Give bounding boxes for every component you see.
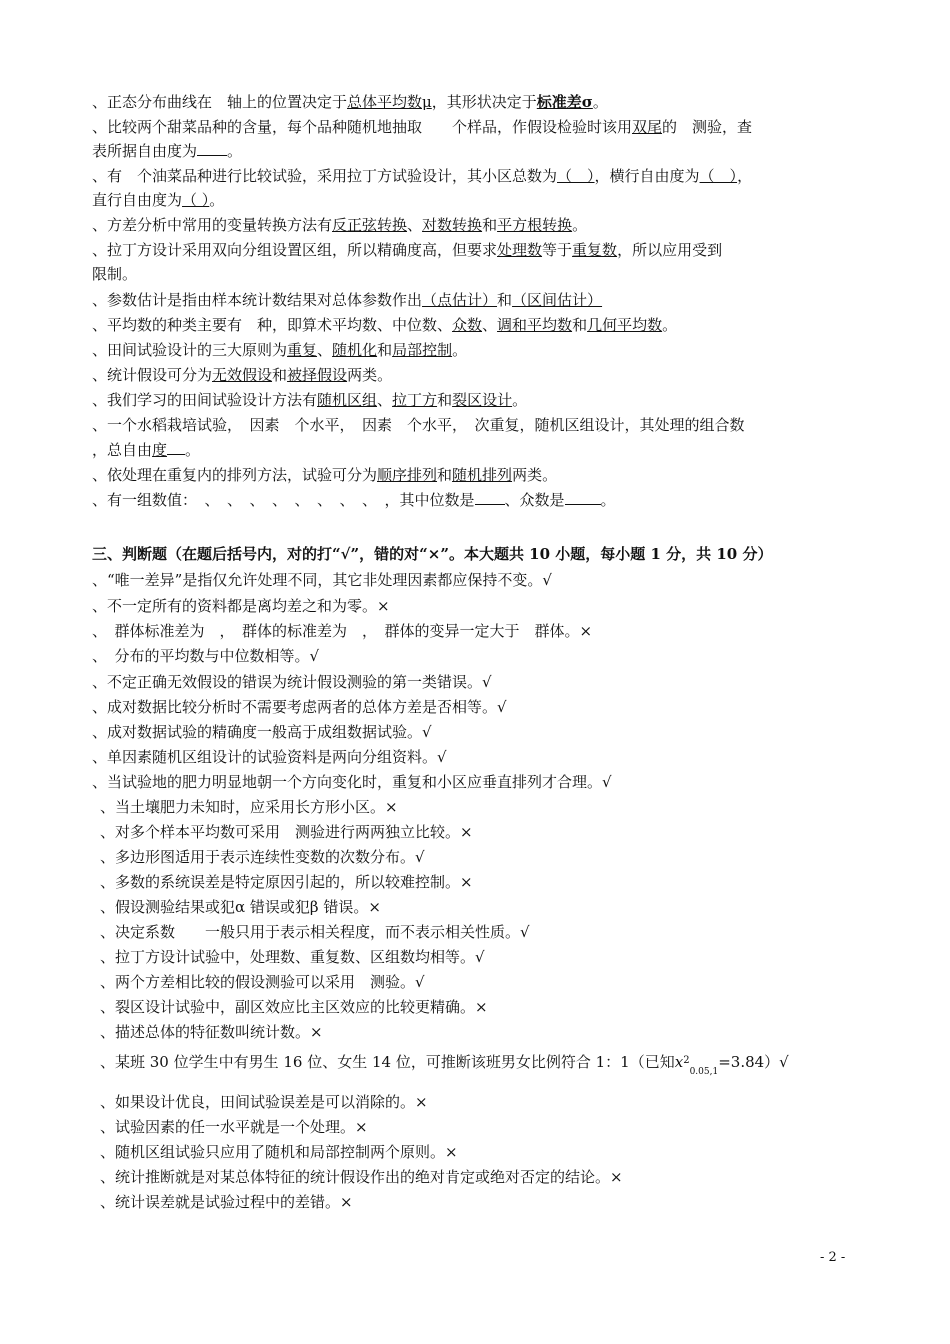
text: 。 [209,191,225,209]
text: 两类。 [347,366,393,384]
text: 。 [185,441,201,459]
text: 、拉丁方设计采用双向分组设置区组，所以精确度高，但要求 [92,241,498,259]
text: 和 [272,366,288,384]
text: 、一个水稻栽培试验， 因素 个水平， 因素 个水平， 次重复，随机区组设计，其处理的组合数 [92,416,745,434]
fill-item-4 [92,215,587,235]
judgment-item: 、对多个样本平均数可采用 测验进行两两独立比较。× [100,823,473,841]
judgment-item: 、“唯一差异”是指仅允许处理不同，其它非处理因素都应保持不变。√ [92,571,552,589]
text: 。 [452,341,468,359]
answer: 重复数 [572,241,618,259]
fill-item-3 [92,166,752,186]
text: 表所据自由度为 [92,142,198,160]
judgment-item: 、随机区组试验只应用了随机和局部控制两个原则。× [100,1143,458,1161]
answer: 被择假设 [287,366,348,384]
text: ，所以应用受到 [617,241,723,259]
superscript: 2 [683,1055,690,1066]
answer: 几何平均数 [587,316,663,334]
judgment-item: 、成对数据试验的精确度一般高于成组数据试验。√ [92,723,432,741]
answer: 调和平均数 [497,316,573,334]
blank [167,440,185,455]
text: 、平均数的种类主要有 种，即算术平均数、中位数、 [92,316,453,334]
judgment-item: 、决定系数 一般只用于表示相关程度，而不表示相关性质。√ [100,923,530,941]
answer: 顺序排列 [377,466,438,484]
answer: 随机化 [332,341,378,359]
fill-item-2-cont [92,141,242,161]
fill-item-9 [92,365,392,385]
text: ，横行自由度为 [594,167,700,185]
answer: 度 [152,441,168,459]
judgment-item: 、 群体标准差为 ， 群体的标准差为 ， 群体的变异一定大于 群体。× [92,622,593,640]
text: 、有 个油菜品种进行比较试验，采用拉丁方试验设计，其小区总数为 [92,167,558,185]
text: ，总自由 [92,441,153,459]
answer: 众数 [452,316,483,334]
text: 、有一组数值： 、 、 、 、 、 、 、 、 ，其中位数是 [92,491,475,509]
text: 、众数是 [504,491,565,509]
text: 的 测验，查 [662,118,753,136]
page-number: - 2 - [820,1250,846,1265]
judgment-item-chi [100,1052,789,1075]
judgment-item: 、当土壤肥力未知时，应采用长方形小区。× [100,798,398,816]
answer: （ ） [699,167,738,185]
text: 、参数估计是指由样本统计数结果对总体参数作出 [92,291,423,309]
fill-item-10 [92,390,527,410]
answer: （ ） [182,191,210,209]
judgment-item: 、成对数据比较分析时不需要考虑两者的总体方差是否相等。√ [92,698,507,716]
text: 、某班 30 位学生中有男生 16 位、女生 14 位，可推断该班男女比例符合 1：1（已知 [100,1053,675,1071]
text: 、正态分布曲线在 轴上的位置决定于 [92,93,348,111]
answer: 局部控制 [392,341,453,359]
blank [565,490,601,505]
text: 。 [600,491,616,509]
text: 和 [377,341,393,359]
blank [475,490,505,505]
text: 、统计假设可分为 [92,366,213,384]
judgment-item: 、不定正确无效假设的错误为统计假设测验的第一类错误。√ [92,673,492,691]
fill-item-11-cont [92,440,200,460]
text: 和 [497,291,513,309]
fill-item-6 [92,290,602,310]
subscript: 0.05,1 [689,1067,719,1077]
answer: 平方根转换 [497,216,573,234]
judgment-item: 、不一定所有的资料都是离均差之和为零。× [92,597,390,615]
text: 、比较两个甜菜品种的含量，每个品种随机地抽取 个样品，作假设检验时该用 [92,118,633,136]
answer: （点估计） [422,291,498,309]
text: ，其形状决定于 [431,93,537,111]
text: 。 [592,93,608,111]
text: 、我们学习的田间试验设计方法有 [92,391,318,409]
text: 和 [437,466,453,484]
blank [197,141,227,156]
text: 、方差分析中常用的变量转换方法有 [92,216,333,234]
fill-item-1 [92,92,608,112]
judgment-item: 、当试验地的肥力明显地朝一个方向变化时，重复和小区应垂直排列才合理。√ [92,773,612,791]
text: 等于 [542,241,573,259]
answer: 随机排列 [452,466,513,484]
judgment-item: 、试验因素的任一水平就是一个处理。× [100,1118,368,1136]
answer: 重复 [287,341,318,359]
answer: 总体平均数μ [347,93,432,111]
judgment-item: 、裂区设计试验中，副区效应比主区效应的比较更精确。× [100,998,488,1016]
judgment-item: 、描述总体的特征数叫统计数。× [100,1023,323,1041]
text: 、 [407,216,423,234]
answer: 反正弦转换 [332,216,408,234]
judgment-item: 、假设测验结果或犯α 错误或犯β 错误。× [100,898,381,916]
judgment-item: 、多边形图适用于表示连续性变数的次数分布。√ [100,848,425,866]
text: 、 [317,341,333,359]
answer: （ ） [557,167,595,185]
text: 、田间试验设计的三大原则为 [92,341,288,359]
fill-item-5 [92,240,722,260]
fill-item-13 [92,490,616,510]
fill-item-12 [92,465,557,485]
text: 限制。 [92,265,138,283]
judgment-item: 、如果设计优良，田间试验误差是可以消除的。× [100,1093,428,1111]
fill-item-8 [92,340,467,360]
text: =3.84）√ [718,1053,789,1071]
text: 直行自由度为 [92,191,183,209]
judgment-item: 、拉丁方设计试验中，处理数、重复数、区组数均相等。√ [100,948,485,966]
answer: 随机区组 [317,391,378,409]
text: 。 [512,391,528,409]
answer: （区间估计） [512,291,603,309]
answer: 对数转换 [422,216,483,234]
answer: 标准差σ [536,93,593,111]
answer: 裂区设计 [452,391,513,409]
text: 。 [662,316,678,334]
answer: 拉丁方 [392,391,438,409]
fill-item-7 [92,315,677,335]
fill-item-3-cont [92,190,224,210]
text: 、 [377,391,393,409]
text: 、 [482,316,498,334]
answer: 无效假设 [212,366,273,384]
judgment-item: 、两个方差相比较的假设测验可以采用 测验。√ [100,973,425,991]
text: 、依处理在重复内的排列方法，试验可分为 [92,466,378,484]
answer: 双尾 [632,118,663,136]
judgment-item: 、多数的系统误差是特定原因引起的，所以较难控制。× [100,873,473,891]
text: 。 [227,142,243,160]
section-3-heading: 三、判断题（在题后括号内，对的打“√”，错的对“×”。本大题共 10 小题，每小题 1 分，共 10 分） [92,545,773,563]
text: 和 [482,216,498,234]
fill-item-11 [92,415,745,435]
text: ， [737,167,753,185]
text: 。 [572,216,588,234]
text: 两类。 [512,466,558,484]
judgment-item: 、统计推断就是对某总体特征的统计假设作出的绝对肯定或绝对否定的结论。× [100,1168,623,1186]
judgment-item: 、 分布的平均数与中位数相等。√ [92,647,320,665]
chi-symbol: x [674,1053,684,1071]
text: 和 [572,316,588,334]
fill-item-5-cont [92,264,137,284]
answer: 处理数 [497,241,543,259]
judgment-item: 、统计误差就是试验过程中的差错。× [100,1193,353,1211]
judgment-item: 、单因素随机区组设计的试验资料是两向分组资料。√ [92,748,447,766]
text: 和 [437,391,453,409]
fill-item-2 [92,117,752,137]
